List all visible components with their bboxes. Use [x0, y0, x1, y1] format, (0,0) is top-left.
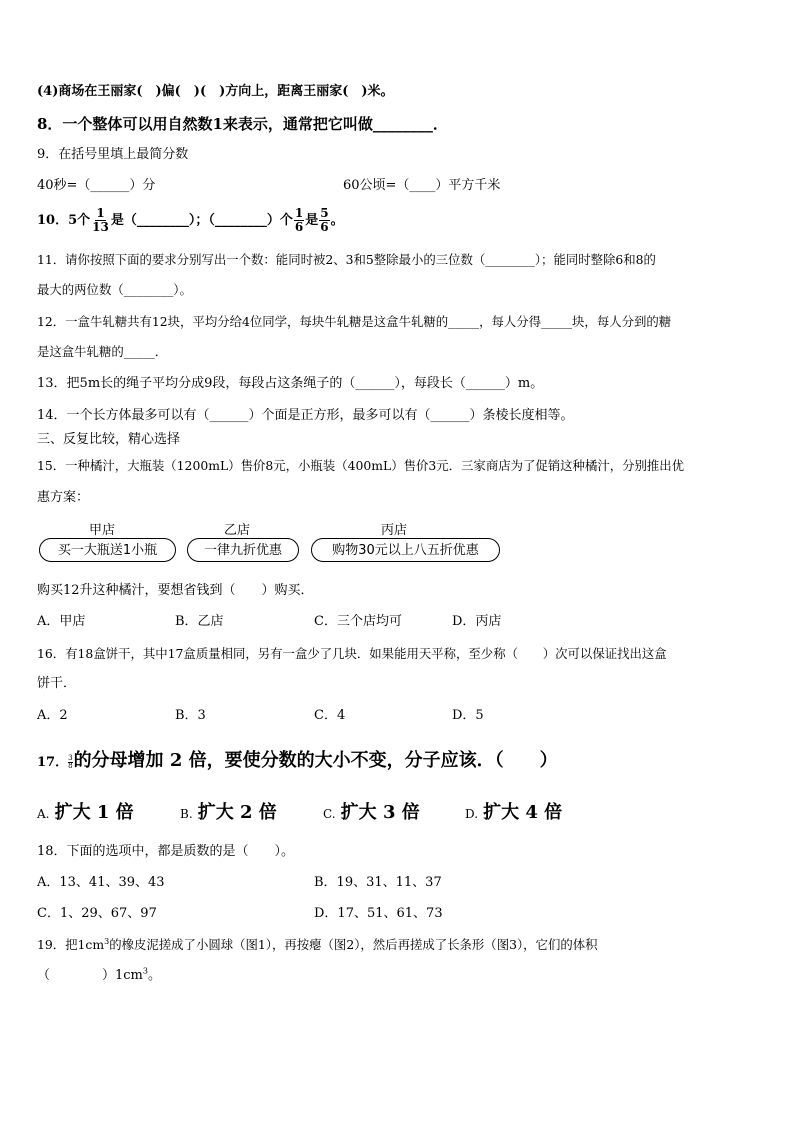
fraction-1-13: $\frac{1}{13}$	[92, 206, 109, 234]
question-15-option-d: D．丙店	[452, 614, 502, 629]
question-15-option-c: C．三个店均可	[314, 614, 402, 629]
question-15-line2: 惠方案：	[37, 490, 90, 505]
fraction-1-6: $\frac{1}{6}$	[294, 206, 304, 234]
question-9-text: 9．在括号里填上最简分数	[37, 147, 189, 162]
shop-name-yi: 乙店	[224, 523, 251, 538]
question-16-line2: 饼干．	[37, 676, 77, 691]
question-15-option-a: A．甲店	[37, 614, 86, 629]
shop-offer-jia: 买一大瓶送1小瓶	[39, 538, 176, 562]
question-16-option-c: C．4	[314, 708, 346, 723]
question-18-option-c: C．1、29、67、97	[37, 906, 157, 921]
question-16-option-b: B．3	[175, 708, 206, 723]
fraction-5-6: $\frac{5}{6}$	[320, 206, 329, 234]
shop-name-bing: 丙店	[381, 523, 408, 538]
question-19-line2: （ ）$1cm^3$。	[37, 966, 161, 983]
question-18-option-d: D．17、51、61、73	[314, 906, 443, 921]
shop-offer-bing: 购物30元以上八五折优惠	[311, 538, 500, 562]
question-10-part4: 。	[330, 213, 344, 228]
question-17-option-c: C. 扩大 3 倍	[323, 802, 420, 823]
question-8: 8．一个整体可以用自然数1来表示，通常把它叫做________．	[37, 115, 448, 133]
question-17-option-a: A. 扩大 1 倍	[37, 802, 134, 823]
question-16-option-d: D．5	[452, 708, 484, 723]
question-13: 13．把5m长的绳子平均分成9段，每段占这条绳子的（______），每段长（______）m。	[37, 376, 544, 391]
shop-offer-yi: 一律九折优惠	[187, 538, 299, 562]
question-10	[37, 206, 344, 236]
question-18: 18．下面的选项中，都是质数的是（ ）。	[37, 844, 295, 859]
question-9-left: 40秒=（______）分	[37, 178, 156, 193]
question-17	[37, 750, 558, 774]
question-17-number: 17．	[37, 755, 69, 770]
question-19-line1: 19．把$1cm^3$的橡皮泥搓成了小圆球（图1），再按瘪（图2），然后再搓成了长条形（图3），它们的体积	[37, 936, 598, 952]
question-16-option-a: A．2	[37, 708, 68, 723]
question-14: 14．一个长方体最多可以有（______）个面是正方形，最多可以有（______）条棱长度相等。	[37, 408, 574, 423]
question-10-part2: 是（________）；（________）个	[110, 213, 293, 228]
question-12-line2: 是这盒牛轧糖的_____．	[37, 344, 168, 359]
question-18-option-a: A．13、41、39、43	[37, 875, 165, 890]
question-12-line1: 12．一盒牛轧糖共有12块，平均分给4位同学，每块牛轧糖是这盒牛轧糖的_____，每人分得_____块，每人分到的糖	[37, 314, 672, 329]
question-18-option-b: B．19、31、11、37	[314, 875, 442, 890]
question-17-option-d: D. 扩大 4 倍	[465, 802, 563, 823]
question-15-line1: 15．一种橘汁，大瓶装（1200mL）售价8元，小瓶装（400mL）售价3元．三家商店为了促销这种橘汁，分别推出优	[37, 458, 685, 473]
question-11-line1: 11．请你按照下面的要求分别写出一个数：能同时被2、3和5整除最小的三位数（________）；能同时整除6和8的	[37, 252, 656, 267]
question-15-question: 购买12升这种橘汁，要想省钱到（ ）购买．	[37, 583, 314, 598]
question-9-right: 60公顷=（____）平方千米	[343, 178, 501, 193]
question-16-line1: 16．有18盒饼干，其中17盒质量相同，另有一盒少了几块．如果能用天平称，至少称（ ）次可以保证找出这盒	[37, 646, 667, 661]
question-10-part3: 是	[305, 213, 319, 228]
question-prev-4: (4)商场在王丽家( )偏( )( )方向上，距离王丽家( )米。	[37, 84, 394, 99]
section-3-heading: 三、反复比较，精心选择	[37, 432, 181, 447]
question-11-line2: 最大的两位数（________）。	[37, 282, 192, 297]
question-17-text: 的分母增加 2 倍，要使分数的大小不变，分子应该．（ ）	[73, 750, 558, 771]
cm3-superscript: 3	[142, 966, 148, 976]
question-15-option-b: B．乙店	[175, 614, 224, 629]
shop-name-jia: 甲店	[89, 523, 116, 538]
question-17-option-b: B. 扩大 2 倍	[180, 802, 277, 823]
question-10-part1: 10．5个	[37, 213, 91, 228]
fraction-3-8: $\frac{3}{8}$	[68, 754, 73, 770]
